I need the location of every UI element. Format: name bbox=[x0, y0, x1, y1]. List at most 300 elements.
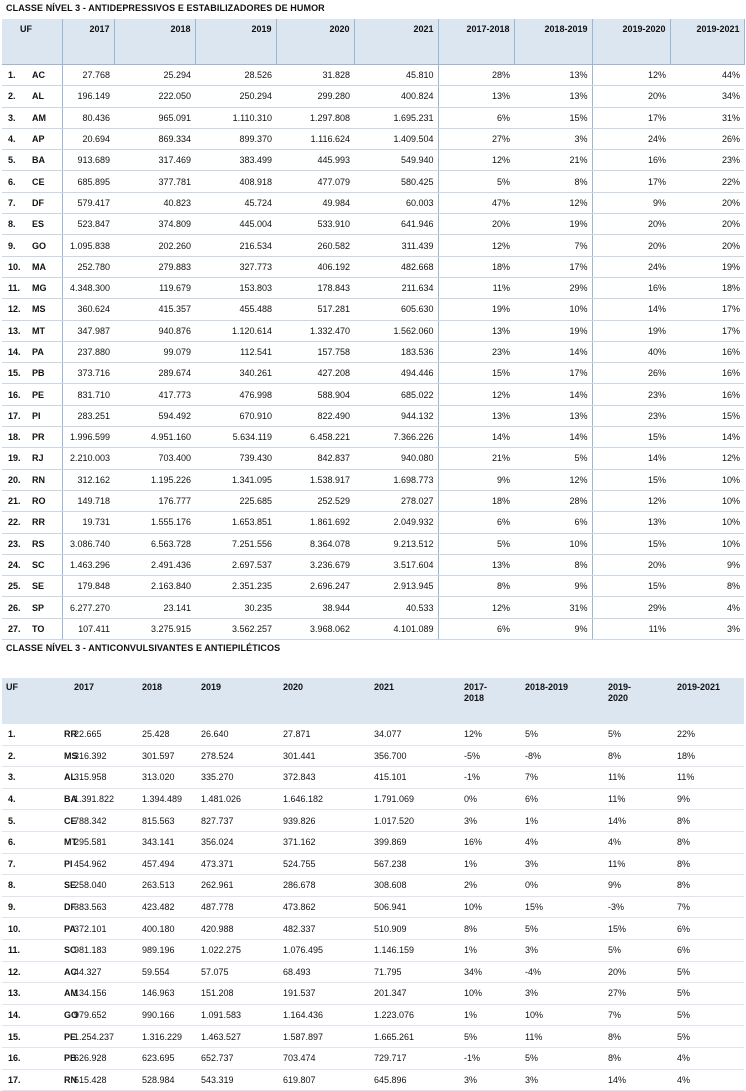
table2-row bbox=[2, 1026, 744, 1048]
table2-cell-2019-2021: 8% bbox=[673, 831, 744, 853]
table2-cell-2021: 34.077 bbox=[370, 724, 460, 745]
table2-cell-2019-2020: 4% bbox=[604, 831, 673, 853]
table1-cell-index: 13. bbox=[2, 320, 24, 341]
antidepressants-table bbox=[2, 19, 745, 640]
table2-cell-2021: 71.795 bbox=[370, 961, 460, 983]
table1-cell-2017-2018: 18% bbox=[438, 256, 514, 277]
table1-cell-2017: 196.149 bbox=[62, 86, 114, 107]
table2-cell-2018-2019: 3% bbox=[521, 1069, 604, 1091]
table1-cell-2019-2020: 12% bbox=[592, 65, 670, 86]
table1-cell-2017: 3.086.740 bbox=[62, 533, 114, 554]
table1-cell-2021: 3.517.604 bbox=[354, 554, 438, 575]
table1-cell-2020: 1.538.917 bbox=[276, 469, 354, 490]
table2-cell-2019-2020: 14% bbox=[604, 1069, 673, 1091]
table1-cell-2021: 1.695.231 bbox=[354, 107, 438, 128]
table1-cell-index: 11. bbox=[2, 277, 24, 298]
table1-cell-index: 18. bbox=[2, 427, 24, 448]
table1-cell-index: 3. bbox=[2, 107, 24, 128]
table2-cell-2019-2021: 8% bbox=[673, 853, 744, 875]
table1-cell-uf: AC bbox=[24, 65, 62, 86]
table2-cell-2020: 371.162 bbox=[279, 831, 370, 853]
table2-cell-2017-2018: 16% bbox=[460, 831, 521, 853]
table1-row bbox=[2, 277, 744, 298]
table2-header-2019-2021: 2019-2021 bbox=[673, 678, 744, 724]
table1-cell-2019-2021: 12% bbox=[670, 448, 744, 469]
table1-row bbox=[2, 86, 744, 107]
table1-cell-2019-2020: 26% bbox=[592, 363, 670, 384]
table1-cell-2020: 822.490 bbox=[276, 405, 354, 426]
table1-cell-2018: 279.883 bbox=[114, 256, 195, 277]
table1-title: CLASSE NÍVEL 3 - ANTIDEPRESSIVOS E ESTABILIZADORES DE HUMOR bbox=[6, 3, 325, 13]
table1-cell-2017: 1.463.296 bbox=[62, 554, 114, 575]
table2-cell-2021: 506.941 bbox=[370, 896, 460, 918]
table2-cell-2019-2021: 6% bbox=[673, 918, 744, 940]
table1-row bbox=[2, 533, 744, 554]
table1-cell-2020: 3.968.062 bbox=[276, 618, 354, 639]
table1-cell-2019-2020: 13% bbox=[592, 512, 670, 533]
table1-cell-uf: DF bbox=[24, 192, 62, 213]
table1-cell-2018: 119.679 bbox=[114, 277, 195, 298]
table2-header-row bbox=[2, 678, 744, 724]
table2-cell-2018: 528.984 bbox=[138, 1069, 197, 1091]
table2-row bbox=[2, 918, 744, 940]
table2-row bbox=[2, 983, 744, 1005]
table2-header-2018: 2018 bbox=[138, 678, 197, 724]
table1-cell-2017: 1.996.599 bbox=[62, 427, 114, 448]
table1-cell-2018: 222.050 bbox=[114, 86, 195, 107]
table1-cell-2019-2020: 11% bbox=[592, 618, 670, 639]
table1-cell-2019-2021: 9% bbox=[670, 554, 744, 575]
table2-cell-2018-2019: 3% bbox=[521, 983, 604, 1005]
table1-cell-2019: 2.351.235 bbox=[195, 576, 276, 597]
table1-cell-2019: 216.534 bbox=[195, 235, 276, 256]
table1-cell-2021: 278.027 bbox=[354, 490, 438, 511]
table2-cell-2021: 1.146.159 bbox=[370, 939, 460, 961]
table1-cell-2020: 49.984 bbox=[276, 192, 354, 213]
table1-cell-2021: 1.562.060 bbox=[354, 320, 438, 341]
table1-cell-2019-2020: 16% bbox=[592, 277, 670, 298]
table1-cell-2019: 250.294 bbox=[195, 86, 276, 107]
table2-cell-2021: 1.223.076 bbox=[370, 1004, 460, 1026]
table1-cell-2019: 3.562.257 bbox=[195, 618, 276, 639]
table1-cell-2017: 831.710 bbox=[62, 384, 114, 405]
table1-header-2018: 2018 bbox=[114, 19, 195, 65]
table1-cell-2018: 317.469 bbox=[114, 150, 195, 171]
table1-cell-index: 22. bbox=[2, 512, 24, 533]
table1-cell-2019-2021: 26% bbox=[670, 128, 744, 149]
table1-cell-2020: 38.944 bbox=[276, 597, 354, 618]
table1-header-2018-2019: 2018-2019 bbox=[514, 19, 592, 65]
table1-cell-2021: 580.425 bbox=[354, 171, 438, 192]
table1-cell-2019-2021: 20% bbox=[670, 192, 744, 213]
table1-cell-2019: 225.685 bbox=[195, 490, 276, 511]
table1-cell-2017-2018: 19% bbox=[438, 299, 514, 320]
table2-cell-2018-2019: 1% bbox=[521, 810, 604, 832]
table2-cell-uf: MT bbox=[60, 831, 70, 853]
table1-cell-2021: 549.940 bbox=[354, 150, 438, 171]
table2-row bbox=[2, 1004, 744, 1026]
table1-cell-2020: 588.904 bbox=[276, 384, 354, 405]
table1-cell-2020: 8.364.078 bbox=[276, 533, 354, 554]
table1-cell-2019-2021: 31% bbox=[670, 107, 744, 128]
table2-header-2020: 2020 bbox=[279, 678, 370, 724]
table1-cell-2019: 1.120.614 bbox=[195, 320, 276, 341]
table2-cell-uf: RN bbox=[60, 1069, 70, 1091]
table1-cell-2019-2020: 15% bbox=[592, 576, 670, 597]
table2-cell-index: 14. bbox=[2, 1004, 60, 1026]
table2-cell-2019-2021: 6% bbox=[673, 939, 744, 961]
table1-cell-index: 1. bbox=[2, 65, 24, 86]
table2-cell-uf: RR bbox=[60, 724, 70, 745]
table1-cell-2017-2018: 12% bbox=[438, 384, 514, 405]
table1-cell-2017: 4.348.300 bbox=[62, 277, 114, 298]
table1-cell-2017: 19.731 bbox=[62, 512, 114, 533]
table2-cell-2019: 420.988 bbox=[197, 918, 279, 940]
table2-cell-2017: 44.327 bbox=[70, 961, 138, 983]
table2-cell-2021: 356.700 bbox=[370, 745, 460, 767]
table1-cell-uf: AL bbox=[24, 86, 62, 107]
table1-header-2019-2020: 2019-2020 bbox=[592, 19, 670, 65]
table2-cell-2019-2021: 5% bbox=[673, 1026, 744, 1048]
table2-cell-2020: 703.474 bbox=[279, 1047, 370, 1069]
table2-cell-uf: DF bbox=[60, 896, 70, 918]
table1-cell-2020: 1.861.692 bbox=[276, 512, 354, 533]
table1-row bbox=[2, 490, 744, 511]
table1-cell-index: 26. bbox=[2, 597, 24, 618]
table1-cell-2017: 685.895 bbox=[62, 171, 114, 192]
table2-cell-2017-2018: 1% bbox=[460, 853, 521, 875]
table1-cell-2018: 2.163.840 bbox=[114, 576, 195, 597]
table1-cell-2019-2021: 23% bbox=[670, 150, 744, 171]
table2-cell-2019-2020: 14% bbox=[604, 810, 673, 832]
table1-cell-2019-2021: 4% bbox=[670, 597, 744, 618]
table1-cell-2018: 25.294 bbox=[114, 65, 195, 86]
table2-cell-2018-2019: 5% bbox=[521, 724, 604, 745]
table1-cell-2021: 1.698.773 bbox=[354, 469, 438, 490]
table2-cell-2019-2020: 11% bbox=[604, 853, 673, 875]
table1-row bbox=[2, 107, 744, 128]
table1-cell-2020: 3.236.679 bbox=[276, 554, 354, 575]
table1-cell-2017: 149.718 bbox=[62, 490, 114, 511]
table1-cell-2017-2018: 13% bbox=[438, 86, 514, 107]
table2-cell-2019-2020: 20% bbox=[604, 961, 673, 983]
table2-header-2017: 2017 bbox=[70, 678, 138, 724]
table2-cell-2019: 262.961 bbox=[197, 875, 279, 897]
table2-row bbox=[2, 810, 744, 832]
table1-cell-2018-2019: 12% bbox=[514, 192, 592, 213]
table2-header-2021: 2021 bbox=[370, 678, 460, 724]
table1-cell-2018: 415.357 bbox=[114, 299, 195, 320]
table2-cell-index: 11. bbox=[2, 939, 60, 961]
table2-row bbox=[2, 1047, 744, 1069]
table2-cell-2017: 315.958 bbox=[70, 767, 138, 789]
table1-cell-2017-2018: 6% bbox=[438, 107, 514, 128]
table1-cell-2019-2021: 17% bbox=[670, 299, 744, 320]
table1-cell-index: 14. bbox=[2, 341, 24, 362]
table1-row bbox=[2, 150, 744, 171]
table2-cell-2021: 645.896 bbox=[370, 1069, 460, 1091]
table2-cell-index: 9. bbox=[2, 896, 60, 918]
table1-cell-2021: 494.446 bbox=[354, 363, 438, 384]
table1-cell-2017: 373.716 bbox=[62, 363, 114, 384]
table2-row bbox=[2, 961, 744, 983]
table1-row bbox=[2, 448, 744, 469]
table1-cell-uf: PE bbox=[24, 384, 62, 405]
table1-cell-2021: 605.630 bbox=[354, 299, 438, 320]
table2-cell-2019: 1.022.275 bbox=[197, 939, 279, 961]
table2-row bbox=[2, 788, 744, 810]
table2-header-2019: 2019 bbox=[197, 678, 279, 724]
table2-header-uf: UF bbox=[2, 678, 70, 724]
table1-row bbox=[2, 469, 744, 490]
table1-cell-2020: 299.280 bbox=[276, 86, 354, 107]
table1-cell-2019-2020: 23% bbox=[592, 384, 670, 405]
table2-cell-2021: 510.909 bbox=[370, 918, 460, 940]
table1-cell-2019-2021: 10% bbox=[670, 512, 744, 533]
table1-cell-index: 17. bbox=[2, 405, 24, 426]
table2-cell-2018-2019: 4% bbox=[521, 831, 604, 853]
table1-row bbox=[2, 405, 744, 426]
table1-cell-uf: SP bbox=[24, 597, 62, 618]
table2-cell-2018: 423.482 bbox=[138, 896, 197, 918]
table1-cell-index: 10. bbox=[2, 256, 24, 277]
table1-cell-2018: 176.777 bbox=[114, 490, 195, 511]
table1-row bbox=[2, 363, 744, 384]
table2-cell-2019-2021: 22% bbox=[673, 724, 744, 745]
table1-cell-uf: BA bbox=[24, 150, 62, 171]
table2-cell-2020: 191.537 bbox=[279, 983, 370, 1005]
table1-cell-2018-2019: 12% bbox=[514, 469, 592, 490]
table1-cell-2017-2018: 18% bbox=[438, 490, 514, 511]
table1-cell-2019-2020: 20% bbox=[592, 86, 670, 107]
table2-cell-2017: 981.183 bbox=[70, 939, 138, 961]
table2-cell-2019-2020: -3% bbox=[604, 896, 673, 918]
table2-cell-2019-2021: 11% bbox=[673, 767, 744, 789]
table1-cell-2019-2021: 20% bbox=[670, 214, 744, 235]
table2-cell-2020: 482.337 bbox=[279, 918, 370, 940]
table2-cell-2017: 258.040 bbox=[70, 875, 138, 897]
table2-cell-2017-2018: 10% bbox=[460, 896, 521, 918]
table2-cell-index: 6. bbox=[2, 831, 60, 853]
table2-cell-2017: 1.254.237 bbox=[70, 1026, 138, 1048]
table2-cell-2021: 399.869 bbox=[370, 831, 460, 853]
table1-cell-index: 19. bbox=[2, 448, 24, 469]
table1-row bbox=[2, 618, 744, 639]
table1-cell-2021: 1.409.504 bbox=[354, 128, 438, 149]
table2-cell-2020: 1.587.897 bbox=[279, 1026, 370, 1048]
table1-cell-2018-2019: 29% bbox=[514, 277, 592, 298]
table2-cell-2017-2018: -1% bbox=[460, 767, 521, 789]
table2-cell-2017-2018: -5% bbox=[460, 745, 521, 767]
table2-cell-2019: 473.371 bbox=[197, 853, 279, 875]
table1-cell-2021: 944.132 bbox=[354, 405, 438, 426]
table2-cell-2017-2018: 2% bbox=[460, 875, 521, 897]
table1-header-2020: 2020 bbox=[276, 19, 354, 65]
table2-cell-2018: 990.166 bbox=[138, 1004, 197, 1026]
table1-cell-2018-2019: 17% bbox=[514, 363, 592, 384]
table1-cell-2019: 7.251.556 bbox=[195, 533, 276, 554]
table2-cell-uf: CE bbox=[60, 810, 70, 832]
table2-cell-2019-2020: 8% bbox=[604, 745, 673, 767]
table1-cell-2017: 80.436 bbox=[62, 107, 114, 128]
table2-cell-2019: 487.778 bbox=[197, 896, 279, 918]
table2-cell-2017-2018: -1% bbox=[460, 1047, 521, 1069]
table1-cell-uf: AP bbox=[24, 128, 62, 149]
table1-cell-2017-2018: 20% bbox=[438, 214, 514, 235]
table2-cell-2018: 457.494 bbox=[138, 853, 197, 875]
table2-header-2018-2019: 2018-2019 bbox=[521, 678, 604, 724]
table2-cell-2019-2021: 4% bbox=[673, 1047, 744, 1069]
table1-cell-2017-2018: 14% bbox=[438, 427, 514, 448]
table2-cell-2019: 26.640 bbox=[197, 724, 279, 745]
table1-cell-2019: 1.653.851 bbox=[195, 512, 276, 533]
table2-cell-2017: 626.928 bbox=[70, 1047, 138, 1069]
table1-row bbox=[2, 128, 744, 149]
table1-row bbox=[2, 65, 744, 86]
table2-row bbox=[2, 1069, 744, 1091]
table1-cell-2019: 445.004 bbox=[195, 214, 276, 235]
table2-cell-2017: 316.392 bbox=[70, 745, 138, 767]
table1-cell-2019: 153.803 bbox=[195, 277, 276, 298]
table1-cell-uf: MA bbox=[24, 256, 62, 277]
table2-cell-index: 2. bbox=[2, 745, 60, 767]
table1-cell-index: 6. bbox=[2, 171, 24, 192]
table1-cell-2017-2018: 15% bbox=[438, 363, 514, 384]
table2-cell-2019: 1.091.583 bbox=[197, 1004, 279, 1026]
table2-cell-2018-2019: 7% bbox=[521, 767, 604, 789]
table1-cell-2017-2018: 13% bbox=[438, 405, 514, 426]
table1-cell-2020: 157.758 bbox=[276, 341, 354, 362]
table1-cell-2018-2019: 19% bbox=[514, 214, 592, 235]
table2-cell-2018-2019: 11% bbox=[521, 1026, 604, 1048]
table1-cell-2017-2018: 21% bbox=[438, 448, 514, 469]
table1-cell-2018: 3.275.915 bbox=[114, 618, 195, 639]
table2-cell-2017-2018: 1% bbox=[460, 939, 521, 961]
table1-cell-2018: 377.781 bbox=[114, 171, 195, 192]
table1-cell-2020: 2.696.247 bbox=[276, 576, 354, 597]
table1-cell-2021: 2.049.932 bbox=[354, 512, 438, 533]
table1-cell-2017-2018: 11% bbox=[438, 277, 514, 298]
table1-cell-2017: 179.848 bbox=[62, 576, 114, 597]
table2-cell-2017-2018: 3% bbox=[460, 810, 521, 832]
table1-cell-2018-2019: 14% bbox=[514, 384, 592, 405]
table1-cell-2019-2020: 9% bbox=[592, 192, 670, 213]
table2-cell-2017: 1.391.822 bbox=[70, 788, 138, 810]
table1-cell-uf: MG bbox=[24, 277, 62, 298]
table1-row bbox=[2, 341, 744, 362]
table1-cell-uf: RS bbox=[24, 533, 62, 554]
table1-cell-2019-2020: 17% bbox=[592, 107, 670, 128]
table1-cell-2018: 6.563.728 bbox=[114, 533, 195, 554]
table1-cell-2019: 383.499 bbox=[195, 150, 276, 171]
table1-cell-2019-2020: 15% bbox=[592, 533, 670, 554]
table1-cell-2019-2021: 16% bbox=[670, 363, 744, 384]
table1-cell-index: 7. bbox=[2, 192, 24, 213]
table1-cell-2021: 45.810 bbox=[354, 65, 438, 86]
table2-cell-2020: 68.493 bbox=[279, 961, 370, 983]
table2-cell-2017: 515.428 bbox=[70, 1069, 138, 1091]
table1-cell-index: 16. bbox=[2, 384, 24, 405]
table1-cell-index: 24. bbox=[2, 554, 24, 575]
table2-cell-2019: 827.737 bbox=[197, 810, 279, 832]
table1-cell-2018: 99.079 bbox=[114, 341, 195, 362]
table1-cell-2019: 2.697.537 bbox=[195, 554, 276, 575]
table2-cell-2019-2020: 27% bbox=[604, 983, 673, 1005]
table2-header-2017-2018: 2017- 2018 bbox=[460, 678, 521, 724]
table1-cell-2021: 40.533 bbox=[354, 597, 438, 618]
table2-cell-2017-2018: 34% bbox=[460, 961, 521, 983]
table2-cell-2018: 623.695 bbox=[138, 1047, 197, 1069]
table1-cell-2019: 455.488 bbox=[195, 299, 276, 320]
table1-cell-2018-2019: 8% bbox=[514, 171, 592, 192]
table2-cell-2019: 543.319 bbox=[197, 1069, 279, 1091]
table1-cell-2019: 30.235 bbox=[195, 597, 276, 618]
table2-cell-2019-2021: 9% bbox=[673, 788, 744, 810]
table1-cell-2020: 178.843 bbox=[276, 277, 354, 298]
table2-cell-uf: SE bbox=[60, 875, 70, 897]
table1-cell-2019-2020: 15% bbox=[592, 427, 670, 448]
table1-cell-2017-2018: 13% bbox=[438, 554, 514, 575]
table1-cell-2019: 1.110.310 bbox=[195, 107, 276, 128]
table2-row bbox=[2, 767, 744, 789]
table1-cell-2017: 283.251 bbox=[62, 405, 114, 426]
table1-cell-uf: TO bbox=[24, 618, 62, 639]
table1-cell-2019-2021: 10% bbox=[670, 533, 744, 554]
table2-cell-uf: GO bbox=[60, 1004, 70, 1026]
table1-cell-uf: RR bbox=[24, 512, 62, 533]
table2-cell-2018-2019: -4% bbox=[521, 961, 604, 983]
table1-cell-2018-2019: 21% bbox=[514, 150, 592, 171]
table1-cell-2018: 1.195.226 bbox=[114, 469, 195, 490]
table1-cell-2019-2021: 3% bbox=[670, 618, 744, 639]
table2-cell-2018-2019: 10% bbox=[521, 1004, 604, 1026]
table1-cell-2019-2021: 10% bbox=[670, 490, 744, 511]
table2-cell-2018: 263.513 bbox=[138, 875, 197, 897]
table2-cell-uf: AL bbox=[60, 767, 70, 789]
table1-cell-2017-2018: 23% bbox=[438, 341, 514, 362]
table1-cell-2020: 6.458.221 bbox=[276, 427, 354, 448]
table1-cell-2019-2021: 8% bbox=[670, 576, 744, 597]
table1-cell-2017-2018: 12% bbox=[438, 597, 514, 618]
table1-cell-2018-2019: 13% bbox=[514, 405, 592, 426]
table1-cell-2019-2021: 34% bbox=[670, 86, 744, 107]
table2-cell-2019: 335.270 bbox=[197, 767, 279, 789]
table1-row bbox=[2, 576, 744, 597]
table1-cell-2018: 23.141 bbox=[114, 597, 195, 618]
table2-cell-uf: AC bbox=[60, 961, 70, 983]
table2-cell-2020: 372.843 bbox=[279, 767, 370, 789]
table2-cell-2019-2021: 8% bbox=[673, 875, 744, 897]
table2-cell-index: 5. bbox=[2, 810, 60, 832]
table2-row bbox=[2, 939, 744, 961]
table1-cell-2020: 445.993 bbox=[276, 150, 354, 171]
table2-cell-2019: 1.481.026 bbox=[197, 788, 279, 810]
table2-cell-uf: SC bbox=[60, 939, 70, 961]
table2-cell-uf: AM bbox=[60, 983, 70, 1005]
table1-cell-2017: 6.277.270 bbox=[62, 597, 114, 618]
table2-cell-index: 12. bbox=[2, 961, 60, 983]
table2-cell-2019: 652.737 bbox=[197, 1047, 279, 1069]
table2-cell-2018: 301.597 bbox=[138, 745, 197, 767]
table1-cell-2021: 4.101.089 bbox=[354, 618, 438, 639]
table1-cell-index: 8. bbox=[2, 214, 24, 235]
table1-cell-index: 4. bbox=[2, 128, 24, 149]
table1-cell-2019: 670.910 bbox=[195, 405, 276, 426]
table1-cell-uf: CE bbox=[24, 171, 62, 192]
table1-cell-2019-2020: 20% bbox=[592, 554, 670, 575]
table1-cell-index: 15. bbox=[2, 363, 24, 384]
table1-cell-2019-2020: 16% bbox=[592, 150, 670, 171]
